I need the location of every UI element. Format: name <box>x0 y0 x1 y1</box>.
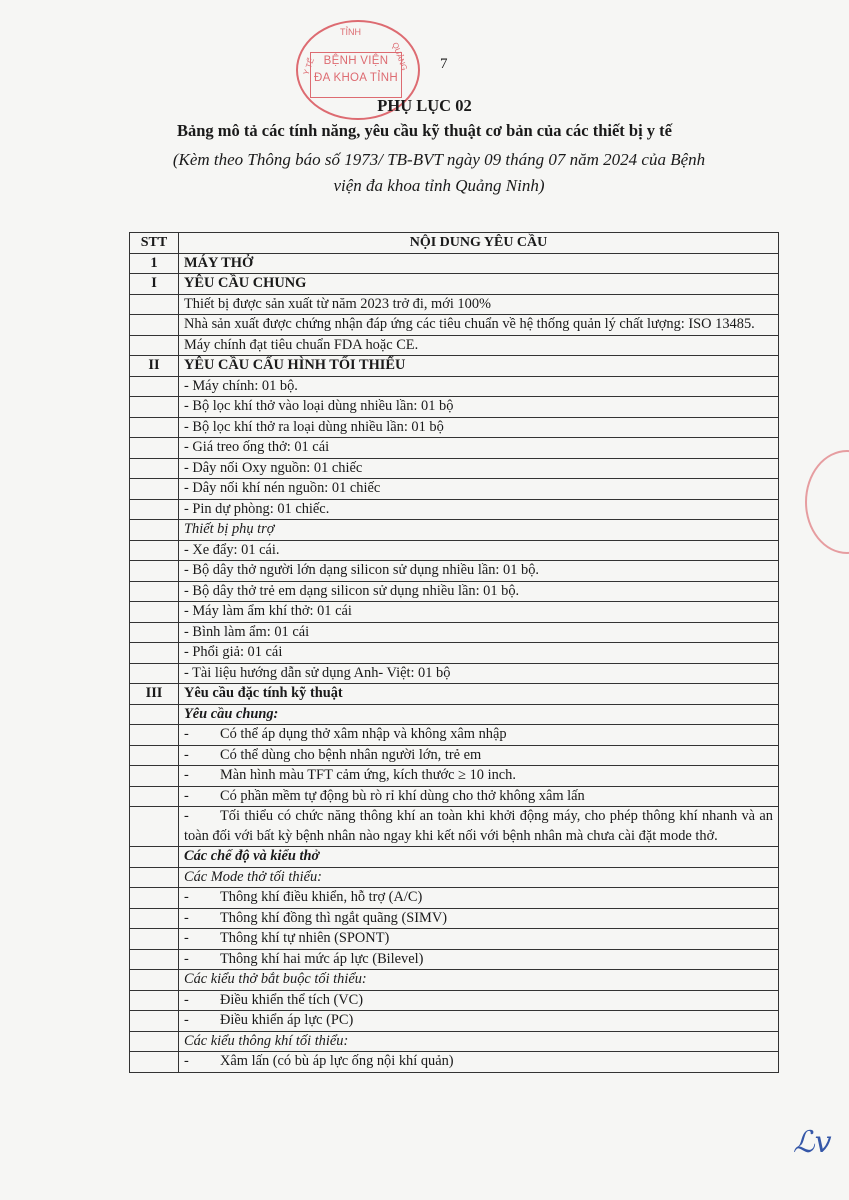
row-text-content: Điều khiển thể tích (VC) <box>220 991 364 1008</box>
table-row <box>130 745 779 766</box>
row-text: - Thông khí đồng thì ngắt quãng (SIMV) <box>179 908 779 929</box>
row-text: - Máy chính: 01 bộ. <box>179 376 779 397</box>
row-stt <box>130 970 179 991</box>
table-row <box>130 499 779 520</box>
row-stt <box>130 929 179 950</box>
row-text: - Dây nối khí nén nguồn: 01 chiếc <box>179 479 779 500</box>
row-stt: II <box>130 356 179 377</box>
row-text: Thiết bị phụ trợ <box>179 520 779 541</box>
row-stt <box>130 1052 179 1073</box>
stamp-line1: BỆNH VIỆN <box>323 55 389 67</box>
row-stt <box>130 867 179 888</box>
table-row <box>130 602 779 623</box>
table-row <box>130 458 779 479</box>
stamp-line2: ĐA KHOA TỈNH <box>314 72 398 84</box>
table-row <box>130 970 779 991</box>
row-stt: I <box>130 274 179 295</box>
row-text: - Tài liệu hướng dẫn sử dụng Anh- Việt: 01 bộ <box>179 663 779 684</box>
table-row <box>130 479 779 500</box>
row-stt <box>130 888 179 909</box>
row-stt <box>130 786 179 807</box>
stamp-right-text: QUẢNG <box>390 41 409 72</box>
table-row <box>130 1052 779 1073</box>
row-text: - Màn hình màu TFT cảm ứng, kích thước ≥ 10 inch. <box>179 766 779 787</box>
row-text: - Giá treo ống thở: 01 cái <box>179 438 779 459</box>
row-stt: III <box>130 684 179 705</box>
header-content: NỘI DUNG YÊU CẦU <box>179 233 779 254</box>
row-stt <box>130 335 179 356</box>
row-text-content: Có thể áp dụng thở xâm nhập và không xâm nhập <box>220 726 507 742</box>
table-row <box>130 990 779 1011</box>
row-text: YÊU CẦU CẤU HÌNH TỐI THIỂU <box>179 356 779 377</box>
edge-stamp-fragment <box>805 450 849 554</box>
table-row <box>130 438 779 459</box>
row-stt <box>130 1031 179 1052</box>
row-text: - Thông khí tự nhiên (SPONT) <box>179 929 779 950</box>
row-stt <box>130 561 179 582</box>
row-text: MÁY THỞ <box>179 253 779 274</box>
row-text: - Dây nối Oxy nguồn: 01 chiếc <box>179 458 779 479</box>
table-row <box>130 949 779 970</box>
document-title: PHỤ LỤC 02 <box>377 96 472 115</box>
row-text: - Bình làm ẩm: 01 cái <box>179 622 779 643</box>
row-text: - Bộ lọc khí thở ra loại dùng nhiều lần: 01 bộ <box>179 417 779 438</box>
row-stt <box>130 499 179 520</box>
row-stt <box>130 294 179 315</box>
row-stt <box>130 725 179 746</box>
table-row <box>130 376 779 397</box>
row-text: - Pin dự phòng: 01 chiếc. <box>179 499 779 520</box>
row-stt <box>130 376 179 397</box>
table-row <box>130 561 779 582</box>
row-text: - Thông khí hai mức áp lực (Bilevel) <box>179 949 779 970</box>
row-text-content: Thông khí điều khiển, hỗ trợ (A/C) <box>220 889 423 905</box>
document-subtitle: Bảng mô tả các tính năng, yêu cầu kỹ thuật cơ bản của các thiết bị y tế <box>177 121 672 140</box>
table-row <box>130 807 779 847</box>
row-text: - Máy làm ẩm khí thở: 01 cái <box>179 602 779 623</box>
table-row <box>130 540 779 561</box>
table-row <box>130 1031 779 1052</box>
row-text: - Có phần mềm tự động bù rò rỉ khí dùng cho thở không xâm lấn <box>179 786 779 807</box>
table-row <box>130 274 779 295</box>
row-stt <box>130 417 179 438</box>
row-text-content: Điều khiển áp lực (PC) <box>220 1012 354 1028</box>
row-text: Yêu cầu chung: <box>179 704 779 725</box>
row-text: Yêu cầu đặc tính kỹ thuật <box>179 684 779 705</box>
row-text: - Xâm lấn (có bù áp lực ống nội khí quản) <box>179 1052 779 1073</box>
row-text: - Thông khí điều khiển, hỗ trợ (A/C) <box>179 888 779 909</box>
row-stt <box>130 622 179 643</box>
row-text: Các kiểu thở bắt buộc tối thiểu: <box>179 970 779 991</box>
row-text: - Điều khiển thể tích (VC) <box>179 990 779 1011</box>
table-row <box>130 643 779 664</box>
row-text-content: Thông khí tự nhiên (SPONT) <box>220 930 390 946</box>
table-row <box>130 417 779 438</box>
table-row <box>130 908 779 929</box>
row-text-content: Tối thiểu có chức năng thông khí an toàn khi khởi động máy, cho phép thông khí nhanh và an toàn đối với bất kỳ bệnh nhân nào ngay khi kết nối với bệnh nhân mà chưa cài đặt mode thở. <box>184 808 773 844</box>
row-text: - Có thể áp dụng thở xâm nhập và không xâm nhập <box>179 725 779 746</box>
row-text: YÊU CẦU CHUNG <box>179 274 779 295</box>
row-text: Nhà sản xuất được chứng nhận đáp ứng các tiêu chuẩn về hệ thống quản lý chất lượng: ISO 13485. <box>179 315 779 336</box>
row-text: - Tối thiểu có chức năng thông khí an toàn khi khởi động máy, cho phép thông khí nhanh và an toàn đối với bất kỳ bệnh nhân nào ngay khi kết nối với bệnh nhân mà chưa cài đặt mode thở. <box>179 807 779 847</box>
row-text: Thiết bị được sản xuất từ năm 2023 trở đi, mới 100% <box>179 294 779 315</box>
row-text-content: Có phần mềm tự động bù rò rỉ khí dùng cho thở không xâm lấn <box>220 787 585 804</box>
table-row <box>130 663 779 684</box>
table-row <box>130 622 779 643</box>
row-stt: 1 <box>130 253 179 274</box>
row-stt <box>130 745 179 766</box>
table-row <box>130 1011 779 1032</box>
row-stt <box>130 807 179 847</box>
row-stt <box>130 438 179 459</box>
requirements-table <box>129 232 779 1073</box>
row-stt <box>130 908 179 929</box>
table-row <box>130 356 779 377</box>
row-stt <box>130 540 179 561</box>
row-text: Máy chính đạt tiêu chuẩn FDA hoặc CE. <box>179 335 779 356</box>
row-stt <box>130 704 179 725</box>
row-stt <box>130 397 179 418</box>
row-text-content: Màn hình màu TFT cảm ứng, kích thước ≥ 10 inch. <box>220 767 516 783</box>
row-text: - Phổi giả: 01 cái <box>179 643 779 664</box>
stamp-inner-box <box>310 52 402 98</box>
table-row <box>130 684 779 705</box>
row-stt <box>130 847 179 868</box>
row-text-content: Thông khí hai mức áp lực (Bilevel) <box>220 950 424 967</box>
row-text: Các Mode thở tối thiểu: <box>179 867 779 888</box>
table-row <box>130 766 779 787</box>
row-text: - Điều khiển áp lực (PC) <box>179 1011 779 1032</box>
row-text-content: Xâm lấn (có bù áp lực ống nội khí quản) <box>220 1053 454 1069</box>
row-stt <box>130 602 179 623</box>
table-row <box>130 786 779 807</box>
stamp-top-text: TỈNH <box>340 27 361 37</box>
table-row <box>130 520 779 541</box>
row-stt <box>130 663 179 684</box>
table-row <box>130 888 779 909</box>
row-stt <box>130 479 179 500</box>
row-stt <box>130 643 179 664</box>
row-text: - Bộ lọc khí thở vào loại dùng nhiều lần: 01 bộ <box>179 397 779 418</box>
row-stt <box>130 1011 179 1032</box>
row-text: - Có thể dùng cho bệnh nhân người lớn, trẻ em <box>179 745 779 766</box>
table-row <box>130 867 779 888</box>
table-row <box>130 725 779 746</box>
header-stt: STT <box>130 233 179 254</box>
row-text: Các kiểu thông khí tối thiểu: <box>179 1031 779 1052</box>
row-text-content: Có thể dùng cho bệnh nhân người lớn, trẻ em <box>220 746 482 763</box>
stamp-left-text: Y TẾ <box>301 56 316 77</box>
table-row <box>130 335 779 356</box>
row-stt <box>130 990 179 1011</box>
page-number: 7 <box>440 56 448 72</box>
document-note <box>96 147 782 199</box>
row-stt <box>130 520 179 541</box>
initials-signature: ℒv <box>793 1125 832 1160</box>
table-row <box>130 315 779 336</box>
row-stt <box>130 581 179 602</box>
row-text: - Xe đẩy: 01 cái. <box>179 540 779 561</box>
row-text-content: Thông khí đồng thì ngắt quãng (SIMV) <box>220 909 448 926</box>
table-row <box>130 847 779 868</box>
note-line-1: (Kèm theo Thông báo số 1973/ TB-BVT ngày 09 tháng 07 năm 2024 của Bệnh <box>172 150 706 169</box>
row-stt <box>130 949 179 970</box>
table-row <box>130 253 779 274</box>
row-stt <box>130 315 179 336</box>
row-stt <box>130 766 179 787</box>
table-header-row <box>130 233 779 254</box>
table-row <box>130 294 779 315</box>
row-stt <box>130 458 179 479</box>
row-text: Các chế độ và kiểu thở <box>179 847 779 868</box>
row-text: - Bộ dây thở người lớn dạng silicon sử dụng nhiều lần: 01 bộ. <box>179 561 779 582</box>
table-row <box>130 397 779 418</box>
table-row <box>130 704 779 725</box>
table-row <box>130 929 779 950</box>
note-line-2: viện đa khoa tỉnh Quảng Ninh) <box>333 176 545 195</box>
row-text: - Bộ dây thở trẻ em dạng silicon sử dụng nhiều lần: 01 bộ. <box>179 581 779 602</box>
table-row <box>130 581 779 602</box>
